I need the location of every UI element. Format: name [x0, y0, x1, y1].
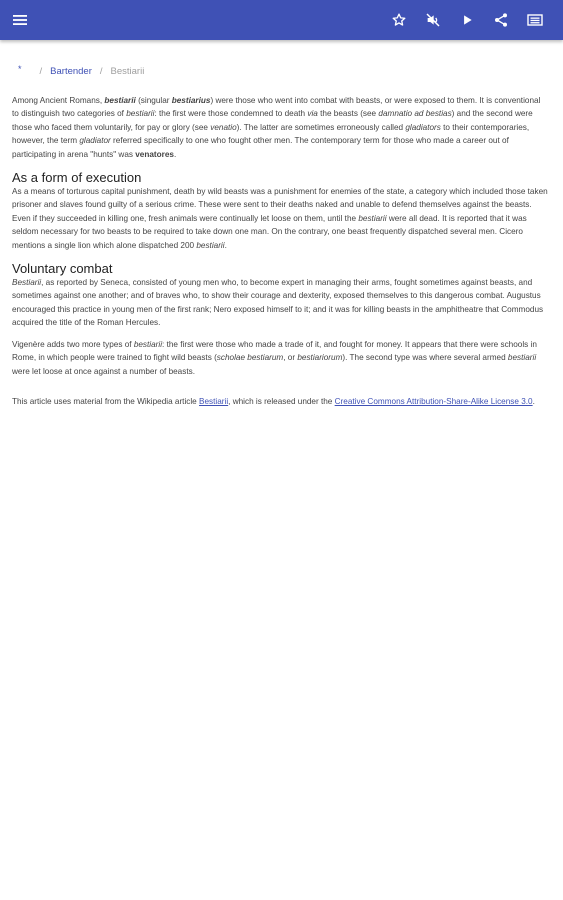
intro-paragraph	[12, 94, 548, 161]
bold-italic-term: bestiarius	[171, 96, 211, 105]
breadcrumb-parent[interactable]: Bartender	[50, 65, 92, 77]
text-run: Among Ancient Romans,	[12, 96, 105, 105]
text-run: .	[532, 396, 535, 406]
italic-term: damnatio ad bestias	[378, 109, 452, 119]
article-link[interactable]: Creative Commons Attribution-Share-Alike License 3.0	[334, 396, 533, 406]
article-link[interactable]: Bestiarii	[199, 396, 229, 406]
share-button[interactable]	[484, 0, 518, 40]
italic-term: bestiarii	[507, 353, 537, 363]
breadcrumb-separator: /	[99, 65, 103, 77]
bold-term: venatores	[135, 149, 174, 159]
attribution-paragraph	[12, 395, 548, 408]
breadcrumb-current: Bestiarii	[110, 65, 145, 77]
italic-term: venatio	[210, 122, 237, 132]
italic-term: gladiators	[405, 122, 441, 132]
text-run: .	[224, 240, 227, 250]
section-heading-voluntary: Voluntary combat	[12, 261, 113, 277]
play-button[interactable]	[450, 0, 484, 40]
volume-off-icon	[425, 12, 441, 28]
text-run: the beasts (see	[317, 109, 379, 119]
menu-icon	[12, 13, 28, 27]
italic-term: gladiator	[79, 136, 111, 146]
text-run: .	[173, 149, 177, 159]
text-run: : the first were those who made a trade of it, and fought for money. It appears that there were schools in Rome, in which people were trained to fight wild beasts (	[12, 339, 537, 363]
text-run: , as reported by Seneca, consisted of young men who, to become expert in managing their arms, fought sometimes against beasts, and sometimes against one another; and of braves who, to show their courage and dexterity, exposed themselves to this dangerous combat. Augustus encouraged this practice in young men of the first rank; Nero exposed himself to it; and it was for killing beasts in the amphitheatre that Commodus acquired the title of the Roman Hercules.	[12, 278, 544, 328]
mute-button[interactable]	[416, 0, 450, 40]
text-run: ). The latter are sometimes erroneously called	[236, 122, 406, 132]
bold-italic-term: bestiarii	[104, 96, 136, 105]
bookmark-button[interactable]	[382, 0, 416, 40]
voluntary-paragraph-2	[12, 338, 548, 378]
play-icon	[460, 13, 474, 27]
text-run: (singular	[135, 96, 172, 105]
text-run: ) were those who went into combat with beasts, or were exposed to them. It is conventional to distinguish two categories of	[12, 96, 541, 119]
execution-paragraph	[12, 185, 548, 252]
menu-button[interactable]	[3, 0, 37, 40]
italic-term: bestiariorum	[297, 353, 343, 363]
section-heading-execution: As a form of execution	[12, 170, 142, 186]
text-run: to their contemporaries, however, the term	[12, 122, 530, 146]
share-icon	[493, 12, 509, 28]
voluntary-paragraph-1	[12, 276, 548, 330]
text-run: were all dead. It is reported that it was seldom necessary for two beasts to be required to take down one man. On the contrary, one beast frequently dispatched several men. Cicero mentions a single lion which alone dispatched 200	[12, 213, 527, 250]
text-run: , or	[283, 353, 298, 363]
breadcrumb-separator: /	[39, 65, 43, 77]
text-run: , which is released under the	[228, 396, 335, 406]
italic-term: bestiarii	[358, 213, 387, 223]
star-icon	[391, 12, 407, 28]
contents-button[interactable]	[518, 0, 552, 40]
text-run: were let loose at once against a number of beasts.	[12, 366, 195, 376]
contents-icon	[527, 13, 543, 27]
italic-term: via	[307, 109, 318, 119]
breadcrumb	[12, 64, 548, 78]
italic-term: bestiarii	[126, 109, 155, 119]
text-run: As a means of torturous capital punishment, death by wild beasts was a punishment for enemies of the state, a category which included those taken prisoner and slaves found guilty of a serious crime. These were sent to their deaths naked and unable to defend themselves against the beasts. Even if they succeeded in killing one, fresh animals were continually let loose on them, until the	[12, 187, 548, 223]
text-run: ). The second type was where several armed	[342, 353, 508, 363]
text-run: Vigenère adds two more types of	[12, 339, 134, 349]
breadcrumb-home[interactable]: *	[18, 64, 22, 74]
italic-term: bestiarii	[196, 240, 225, 250]
italic-term: Bestiarii	[12, 278, 42, 288]
article-content	[12, 40, 548, 408]
text-run: referred specifically to one who fought other men. The contemporary term for those who made a career out of participating in arena "hunts" was	[12, 136, 509, 159]
app-bar	[0, 0, 563, 40]
text-run: This article uses material from the Wikipedia article	[12, 396, 200, 406]
text-run: : the first were those condemned to death	[154, 109, 308, 119]
italic-term: bestiarii	[133, 339, 163, 349]
text-run: ) and the second were those who faced them voluntarily, for pay or glory (see	[12, 109, 533, 132]
italic-term: scholae bestiarum	[216, 353, 284, 363]
